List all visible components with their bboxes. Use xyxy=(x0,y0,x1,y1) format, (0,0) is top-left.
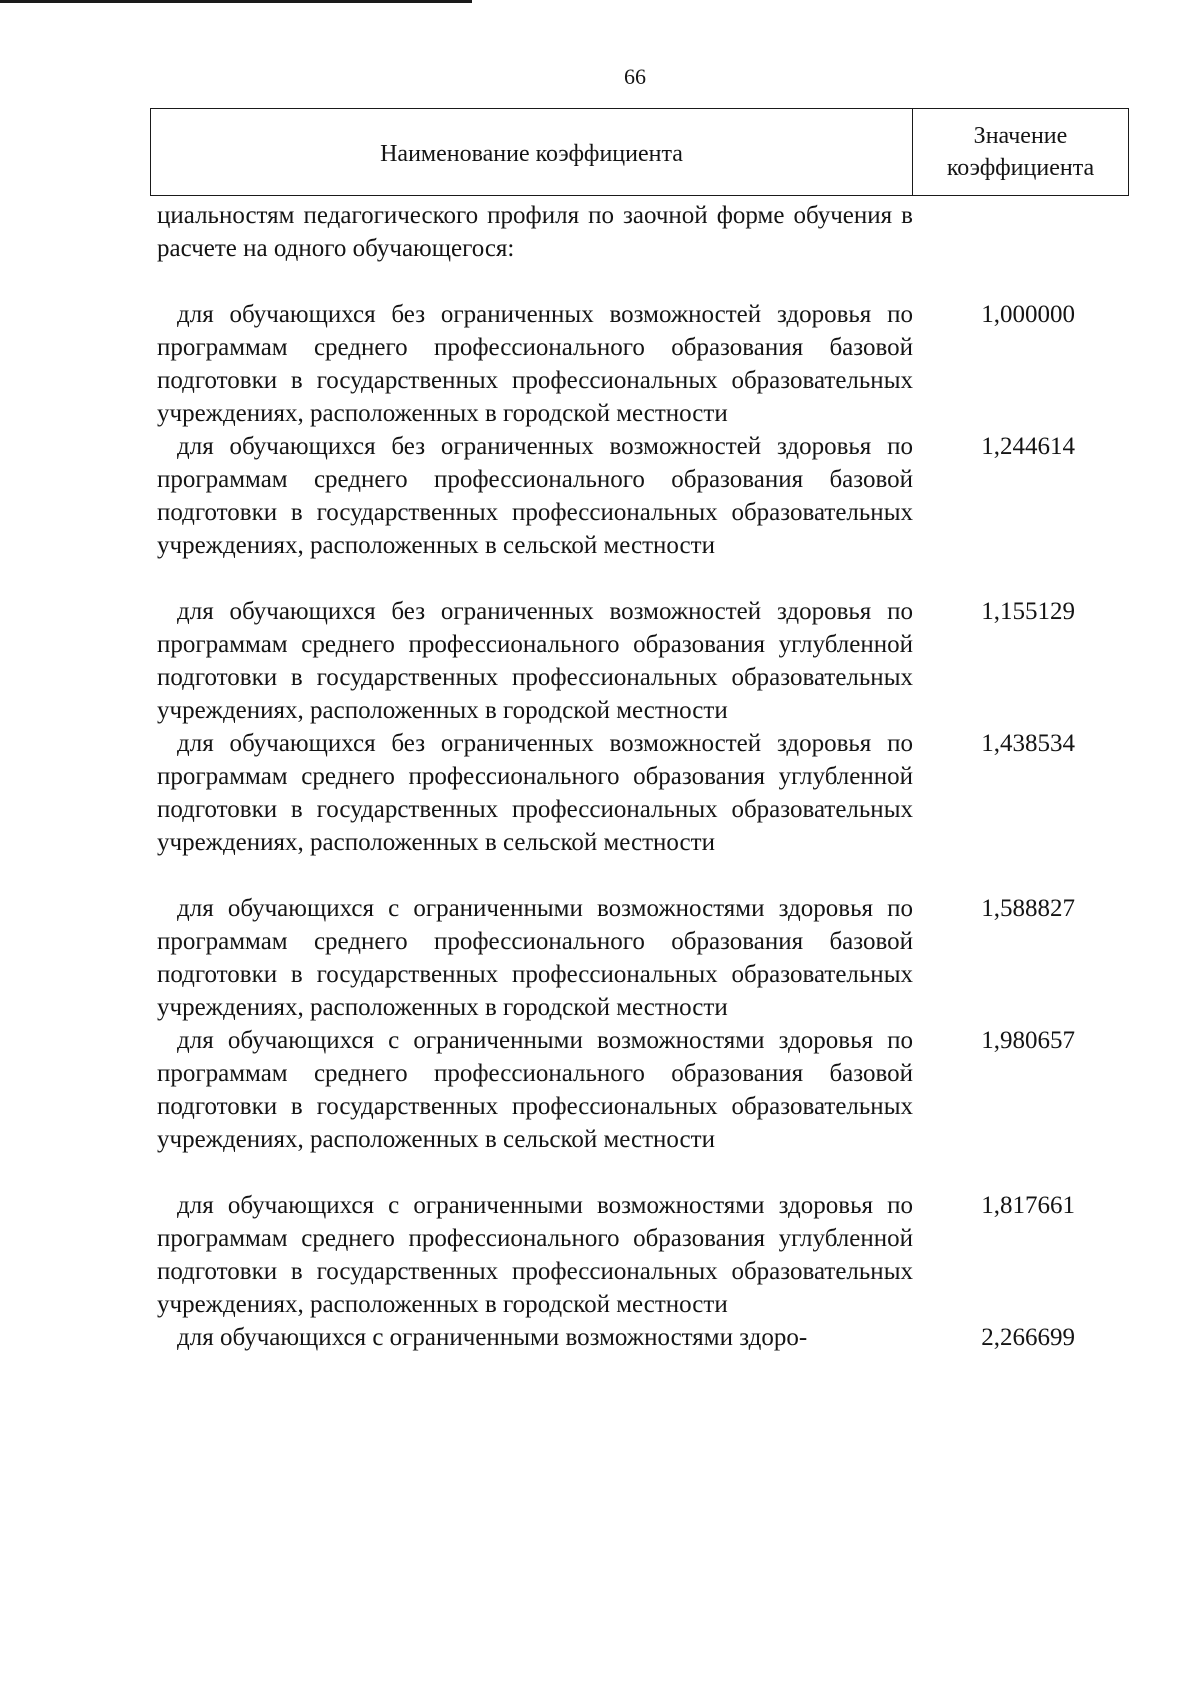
row-value: 1,438534 xyxy=(981,730,1075,757)
table-row-intro xyxy=(157,199,1077,265)
intro-text: циальностям педагогического профиля по заочной форме обучения в расчете на одного обучающегося: xyxy=(157,202,913,262)
column-header-name: Наименование коэффициента xyxy=(151,109,913,195)
column-header-value xyxy=(913,109,1128,195)
table-row xyxy=(157,1321,1077,1354)
row-value: 1,155129 xyxy=(981,598,1075,625)
table-row xyxy=(157,298,1077,430)
row-text: для обучающихся без ограниченных возможностей здоровья по программам среднего профессионального образования базовой подготовки в государственных профессиональных образовательных учреждениях, расположенных в сельской местности xyxy=(157,433,913,559)
row-text: для обучающихся без ограниченных возможностей здоровья по программам среднего профессионального образования базовой подготовки в государственных профессиональных образовательных учреждениях, расположенных в городской местности xyxy=(157,301,913,427)
row-value: 1,588827 xyxy=(981,895,1075,922)
row-text: для обучающихся с ограниченными возможностями здоровья по программам среднего профессионального образования базовой подготовки в государственных профессиональных образовательных учреждениях, расположенных в городской местности xyxy=(157,895,913,1021)
row-text: для обучающихся с ограниченными возможностями здоро- xyxy=(177,1324,808,1351)
column-header-value-line1: Значение xyxy=(973,123,1068,149)
table-row xyxy=(157,1024,1077,1156)
table-row xyxy=(157,892,1077,1024)
table-row xyxy=(157,727,1077,859)
row-text: для обучающихся без ограниченных возможностей здоровья по программам среднего профессионального образования углубленной подготовки в государственных профессиональных образовательных учреждениях, расположенных в сельской местности xyxy=(157,730,913,856)
table-row xyxy=(157,430,1077,562)
row-value: 1,980657 xyxy=(981,1027,1075,1054)
column-header-value-line2: коэффициента xyxy=(946,155,1095,181)
table-row xyxy=(157,1189,1077,1321)
table-body xyxy=(157,199,1077,1354)
row-value: 1,817661 xyxy=(981,1192,1075,1219)
table-row xyxy=(157,595,1077,727)
row-value: 1,244614 xyxy=(981,433,1075,460)
row-text: для обучающихся с ограниченными возможностями здоровья по программам среднего профессионального образования базовой подготовки в государственных профессиональных образовательных учреждениях, расположенных в сельской местности xyxy=(157,1027,913,1153)
table-header xyxy=(150,108,1129,196)
top-rule xyxy=(0,0,472,3)
row-value: 1,000000 xyxy=(981,301,1075,328)
row-text: для обучающихся с ограниченными возможностями здоровья по программам среднего профессионального образования углубленной подготовки в государственных профессиональных образовательных учреждениях, расположенных в городской местности xyxy=(157,1192,913,1318)
page-number: 66 xyxy=(624,64,646,89)
row-text: для обучающихся без ограниченных возможностей здоровья по программам среднего профессионального образования углубленной подготовки в государственных профессиональных образовательных учреждениях, расположенных в городской местности xyxy=(157,598,913,724)
row-value: 2,266699 xyxy=(981,1324,1075,1351)
